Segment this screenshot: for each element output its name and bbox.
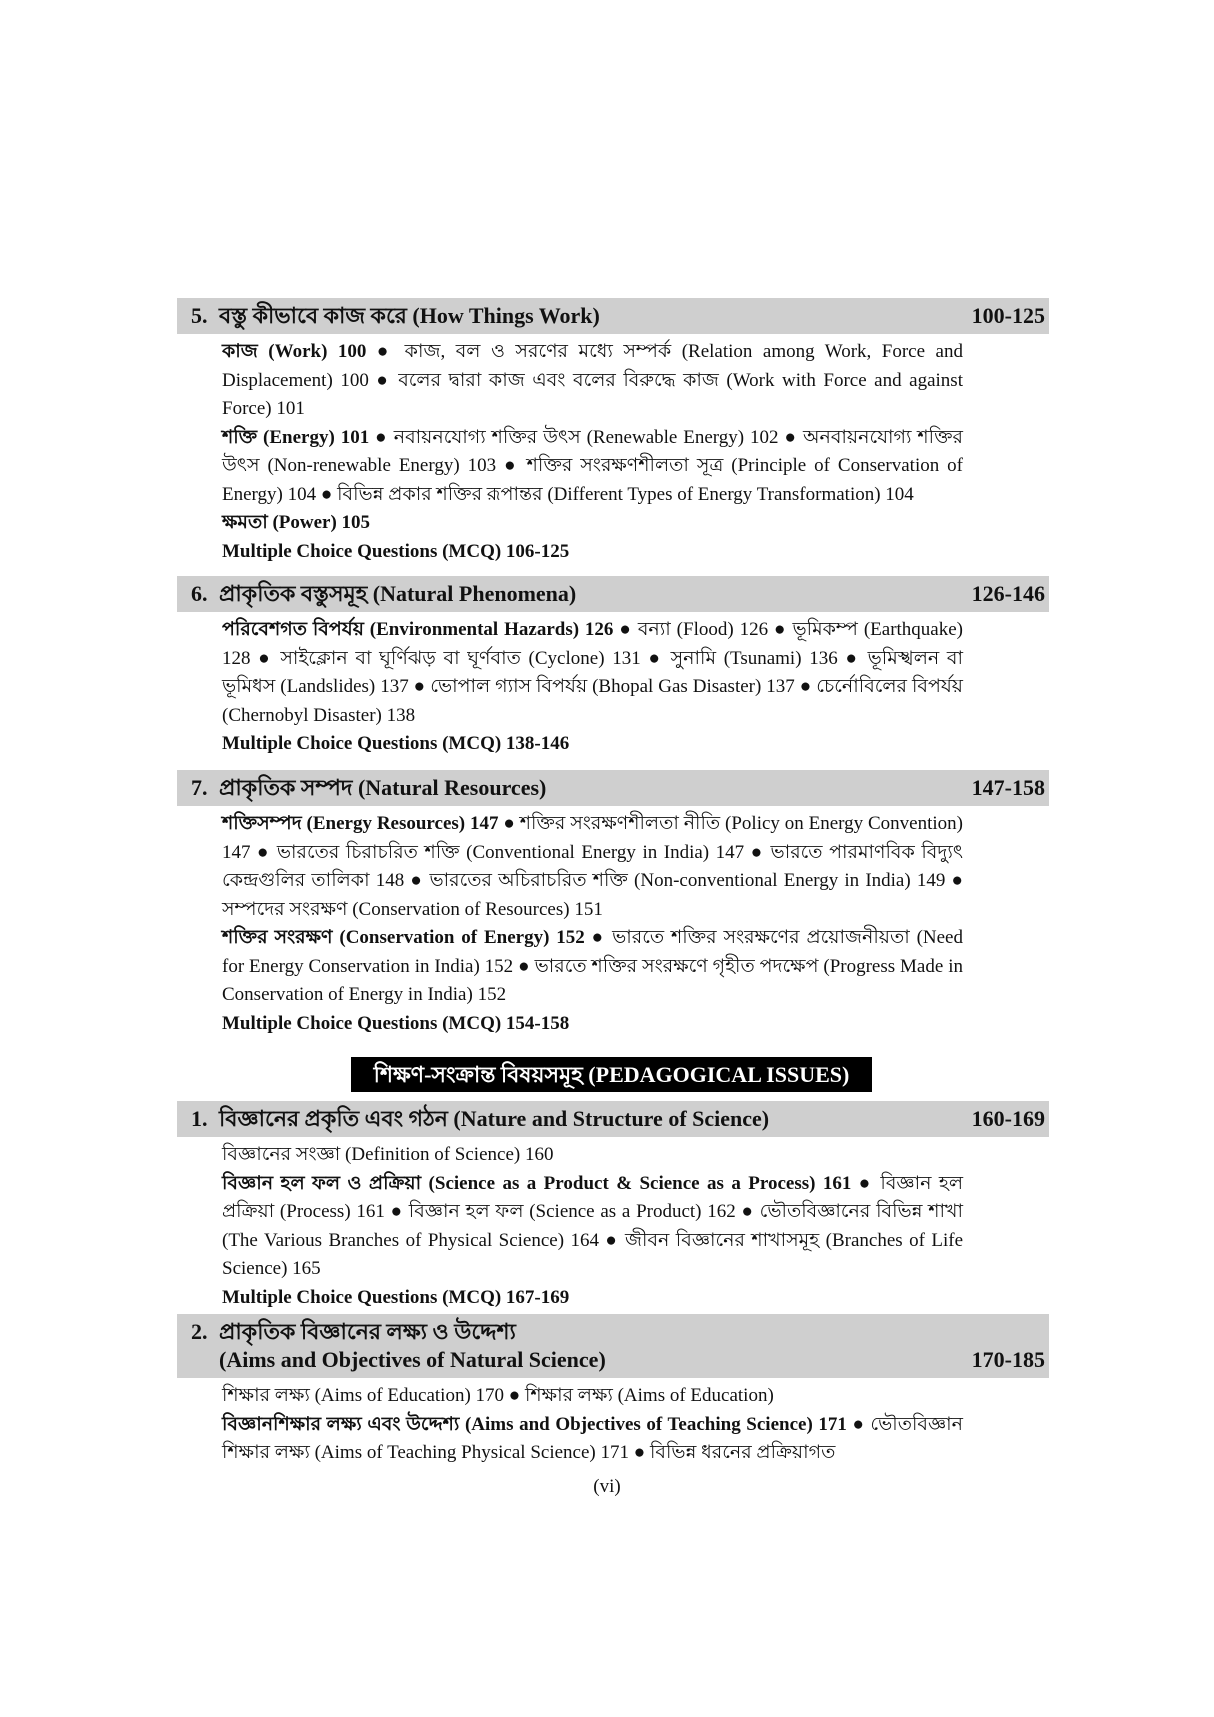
section-title: প্রাকৃতিক বস্তুসমূহ (Natural Phenomena) (219, 581, 577, 606)
topic-heading: Multiple Choice Questions (MCQ) 154-158 (222, 1012, 570, 1034)
toc-entry (222, 730, 963, 759)
section-pages: 126-146 (971, 581, 1045, 606)
toc-section (177, 770, 1049, 1038)
toc-entry (222, 424, 963, 510)
toc-entry (222, 1170, 963, 1284)
toc-entry (222, 538, 963, 567)
toc-section (177, 576, 1049, 759)
toc-entry (222, 924, 963, 1010)
section-header (177, 298, 1049, 334)
section-pages: 170-185 (971, 1347, 1045, 1372)
section-number: 1. (191, 1106, 208, 1131)
toc-section (177, 298, 1049, 566)
section-body (177, 612, 963, 759)
toc-entry (222, 1411, 963, 1468)
topic-heading: Multiple Choice Questions (MCQ) 167-169 (222, 1286, 570, 1308)
topic-heading: শক্তির সংরক্ষণ (Conservation of Energy) 152 (222, 927, 585, 948)
toc-section (177, 1101, 1049, 1312)
toc-entry (222, 509, 963, 538)
subtopic-text: ● কাজ, বল ও সরণের মধ্যে সম্পর্ক (Relation among Work, Force and Displacement) 100 ● বলের দ্বারা কাজ এবং বলের বিরুদ্ধে কাজ (Work with Force and against Force) 101 (222, 341, 963, 419)
subtopic-text: ● শক্তির সংরক্ষণশীলতা নীতি (Policy on Energy Convention) 147 ● ভারতের চিরাচরিত শক্তি (Conventional Energy in India) 147 ● ভারতে পারমাণবিক বিদ্যুৎ কেন্দ্রগুলির তালিকা 148 ● ভারতের অচিরাচরিত শক্তি (Non-conventional Energy in India) 149 ● সম্পদের সংরক্ষণ (Conservation of Resources) 151 (222, 813, 963, 920)
section-header (177, 1314, 1049, 1378)
topic-heading: শক্তিসম্পদ (Energy Resources) 147 (222, 813, 499, 834)
section-header (177, 770, 1049, 806)
toc-entry (222, 1382, 963, 1411)
pedagogical-issues-banner: শিক্ষণ-সংক্রান্ত বিষয়সমূহ (PEDAGOGICAL ISSUES) (351, 1057, 872, 1092)
section-pages: 100-125 (971, 303, 1045, 328)
topic-heading: কাজ (Work) 100 (222, 341, 367, 362)
topic-heading: ক্ষমতা (Power) 105 (222, 512, 371, 533)
toc-entry (222, 1010, 963, 1039)
subtopic-text: ● বিজ্ঞান হল প্রক্রিয়া (Process) 161 ● বিজ্ঞান হল ফল (Science as a Product) 162 ● ভৌতবিজ্ঞানের বিভিন্ন শাখা (The Various Branches of Physical Science) 164 ● জীবন বিজ্ঞানের শাখাসমূহ (Branches of Life Science) 165 (222, 1172, 963, 1279)
section-number: 2. (191, 1319, 208, 1344)
section-body (177, 1378, 963, 1468)
toc-entry (222, 338, 963, 424)
section-number: 7. (191, 775, 208, 800)
section-title: প্রাকৃতিক সম্পদ (Natural Resources) (219, 775, 547, 800)
topic-heading: শক্তি (Energy) 101 (222, 426, 370, 448)
topic-heading: পরিবেশগত বিপর্যয় (Environmental Hazards) 126 (222, 619, 614, 640)
topic-heading: বিজ্ঞান হল ফল ও প্রক্রিয়া (Science as a Product & Science as a Process) 161 (222, 1172, 852, 1194)
topic-heading: বিজ্ঞানশিক্ষার লক্ষ্য এবং উদ্দেশ্য (Aims and Objectives of Teaching Science) 171 (222, 1413, 847, 1435)
section-number: 6. (191, 581, 208, 606)
subtopic-text: ● ভৌতবিজ্ঞান শিক্ষার লক্ষ্য (Aims of Teaching Physical Science) 171 ● বিভিন্ন ধরনের প্রক্রিয়াগত (222, 1413, 963, 1463)
subtopic-text: শিক্ষার লক্ষ্য (Aims of Education) 170 ● শিক্ষার লক্ষ্য (Aims of Education) (222, 1385, 774, 1406)
page-number: (vi) (593, 1476, 621, 1497)
section-title: বস্তু কীভাবে কাজ করে (How Things Work) (219, 303, 600, 328)
section-number: 5. (191, 303, 208, 328)
section-header (177, 576, 1049, 612)
toc-entry (222, 1284, 963, 1313)
section-title: বিজ্ঞানের প্রকৃতি এবং গঠন (Nature and Structure of Science) (219, 1106, 770, 1131)
subtopic-text: ● ভারতে শক্তির সংরক্ষণের প্রয়োজনীয়তা (Need for Energy Conservation in India) 152 ● ভারতে শক্তির সংরক্ষণে গৃহীত পদক্ষেপ (Progress Made in Conservation of Energy in India) 152 (222, 927, 963, 1005)
subtopic-text: ● বন্যা (Flood) 126 ● ভূমিকম্প (Earthquake) 128 ● সাইক্লোন বা ঘূর্ণিঝড় বা ঘূর্ণবাত (Cyclone) 131 ● সুনামি (Tsunami) 136 ● ভূমিস্খলন বা ভূমিধস (Landslides) 137 ● ভোপাল গ্যাস বিপর্যয় (Bhopal Gas Disaster) 137 ● চের্নোবিলের বিপর্যয় (Chernobyl Disaster) 138 (222, 619, 963, 726)
section-body (177, 334, 963, 566)
section-body (177, 806, 963, 1038)
topic-heading: Multiple Choice Questions (MCQ) 106-125 (222, 540, 570, 562)
topic-heading: Multiple Choice Questions (MCQ) 138-146 (222, 733, 570, 754)
section-body (177, 1137, 963, 1312)
section-pages: 160-169 (971, 1106, 1045, 1131)
section-header (177, 1101, 1049, 1137)
section-title-english: (Aims and Objectives of Natural Science) (219, 1347, 606, 1372)
toc-entry (222, 1141, 963, 1170)
section-pages: 147-158 (971, 775, 1045, 800)
subtopic-text: বিজ্ঞানের সংজ্ঞা (Definition of Science) 160 (222, 1144, 554, 1165)
toc-entry (222, 616, 963, 730)
toc-section (177, 1314, 1049, 1468)
section-title: প্রাকৃতিক বিজ্ঞানের লক্ষ্য ও উদ্দেশ্য (219, 1319, 516, 1344)
subtopic-text: ● নবায়নযোগ্য শক্তির উৎস (Renewable Energy) 102 ● অনবায়নযোগ্য শক্তির উৎস (Non-renewable Energy) 103 ● শক্তির সংরক্ষণশীলতা সূত্র (Principle of Conservation of Energy) 104 ● বিভিন্ন প্রকার শক্তির রূপান্তর (Different Types of Energy Transformation) 104 (222, 426, 963, 505)
toc-entry (222, 810, 963, 924)
